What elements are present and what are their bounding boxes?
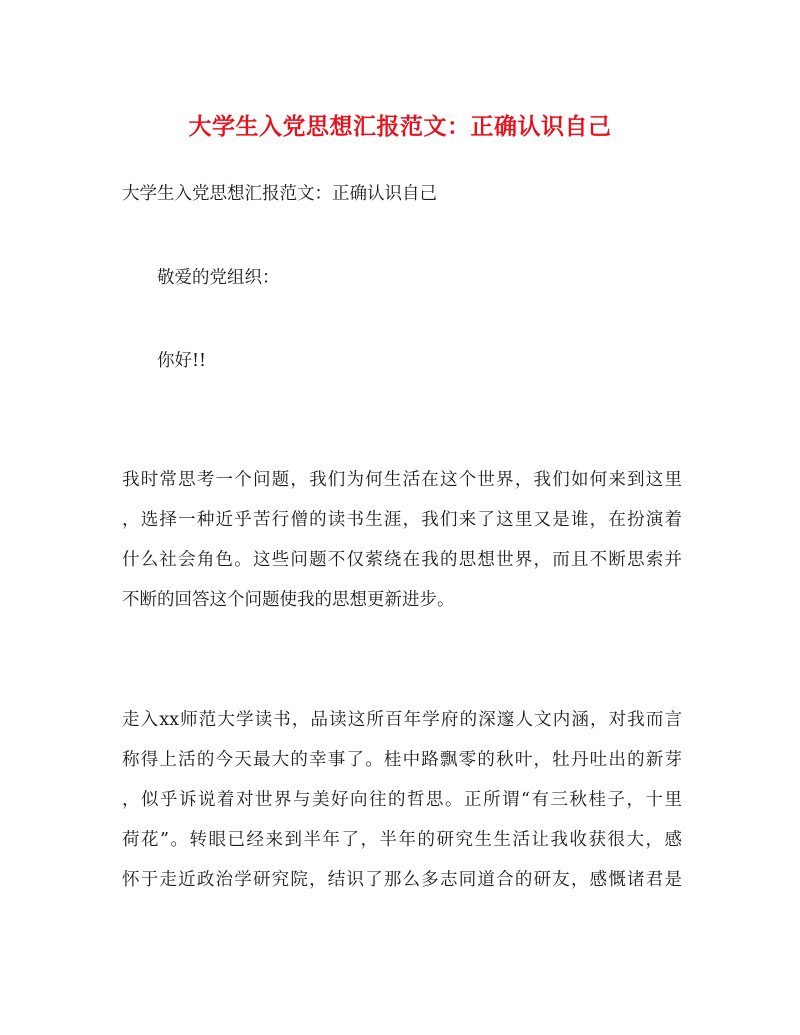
document-title: 大学生入党思想汇报范文：正确认识自己 (188, 113, 612, 140)
paragraph-line: 什么社会角色。这些问题不仅萦绕在我的思想世界，而且不断思索并 (122, 550, 682, 570)
paragraph-line: 走入xx师范大学读书，品读这所百年学府的深邃人文内涵，对我而言 (122, 710, 682, 730)
paragraph-line: 荷花”。转眼已经来到半年了，半年的研究生生活让我收获很大，感 (122, 830, 682, 850)
paragraph-line: 怀于走近政治学研究院，结识了那么多志同道合的研友，感慨诸君是 (122, 870, 682, 890)
greeting: 你好!! (157, 351, 207, 371)
paragraph-line: 我时常思考一个问题，我们为何生活在这个世界，我们如何来到这里 (122, 470, 682, 490)
paragraph-line: ，选择一种近乎苦行僧的读书生涯，我们来了这里又是谁，在扮演着 (122, 510, 682, 530)
document-subtitle: 大学生入党思想汇报范文：正确认识自己 (122, 184, 437, 204)
salutation: 敬爱的党组织： (157, 268, 280, 288)
paragraph-line: 称得上活的今天最大的幸事了。桂中路飘零的秋叶，牡丹吐出的新芽 (122, 750, 682, 770)
paragraph-line: ，似乎诉说着对世界与美好向往的哲思。正所谓“有三秋桂子，十里 (122, 790, 682, 810)
paragraph-line: 不断的回答这个问题使我的思想更新进步。 (122, 590, 455, 610)
